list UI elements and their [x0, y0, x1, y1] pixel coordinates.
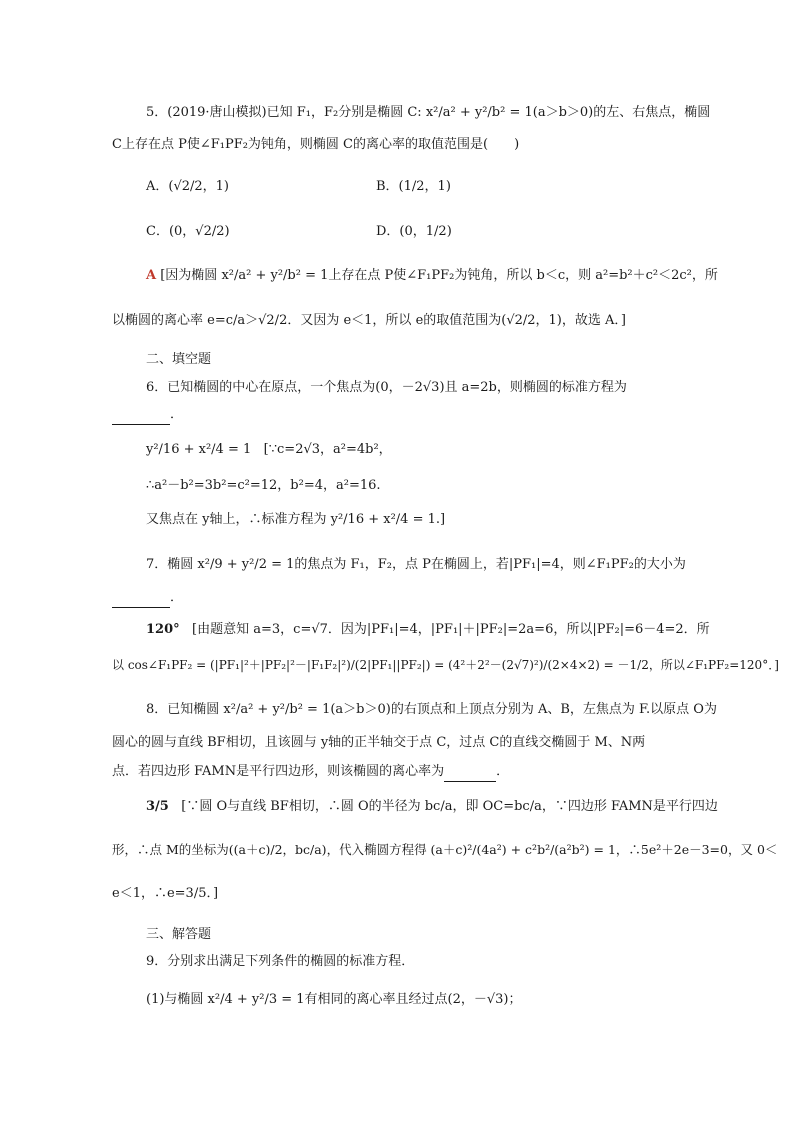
section-heading-fill-in: 二、填空题 [146, 352, 212, 367]
section-heading-solutions: 三、解答题 [146, 927, 212, 942]
q5-line2: C上存在点 P使∠F₁PF₂为钝角，则椭圆 C的离心率的取值范围是( ) [112, 137, 520, 152]
q6-answer-equation: y²/16 + x²/4 = 1 [146, 442, 252, 457]
q6-answer-line1 [146, 440, 726, 460]
q6-answer-line2: ∴a²－b²=3b²=c²=12，b²=4，a²=16. [146, 478, 381, 493]
q5-option-d: D．(0，1/2) [376, 224, 452, 239]
q6-line1: 6．已知椭圆的中心在原点，一个焦点为(0，－2√3)且 a=2b，则椭圆的标准方程为 [146, 380, 627, 395]
q7-answer-line2: 以 cos∠F₁PF₂ = (|PF₁|²＋|PF₂|²－|F₁F₂|²)/(2|PF₁||PF₂|) = (4²＋2²－(2√7)²)/(2×4×2) = －1/2，所以∠F₁PF₂=120°．] [112, 658, 779, 672]
q8-blank [444, 767, 496, 782]
q8-line3: 点．若四边形 FAMN是平行四边形，则该椭圆的离心率为 ． [112, 762, 692, 782]
q7-blank-line: ． [112, 588, 692, 608]
q5-option-a: A．(√2/2，1) [146, 179, 230, 194]
q5-line1: 5．(2019·唐山模拟)已知 F₁，F₂分别是椭圆 C: x²/a² + y²/b² = 1(a＞b＞0)的左、右焦点，椭圆 [146, 105, 711, 120]
q8-answer-line2: 形，∴点 M的坐标为((a＋c)/2，bc/a)，代入椭圆方程得 (a＋c)²/(4a²) + c²b²/(a²b²) = 1，∴5e²＋2e－3=0，又 0＜ [112, 842, 778, 857]
q7-blank [112, 593, 170, 608]
q9-line2: (1)与椭圆 x²/4 + y²/3 = 1有相同的离心率且经过点(2，－√3)； [146, 992, 522, 1007]
q8-answer-text1: [∵圆 O与直线 BF相切，∴圆 O的半径为 bc/a，即 OC=bc/a，∵四边形 FAMN是平行四边 [181, 799, 718, 814]
q6-answer-line3: 又焦点在 y轴上，∴标准方程为 y²/16 + x²/4 = 1.] [146, 512, 446, 527]
q5-option-b: B．(1/2，1) [376, 179, 451, 194]
q7-answer-value: 120° [146, 622, 180, 637]
q6-blank [112, 410, 170, 425]
q8-answer-line1 [146, 797, 726, 817]
q5-option-c: C．(0，√2/2) [146, 224, 230, 239]
q6-blank-line: ． [112, 405, 692, 425]
q8-answer-value: 3/5 [146, 799, 169, 814]
q7-answer-text1: [由题意知 a=3，c=√7．因为|PF₁|=4，|PF₁|＋|PF₂|=2a=6，所以|PF₂|=6－4=2．所 [192, 622, 710, 637]
q6-answer-rest: [∵c=2√3，a²=4b²， [263, 442, 392, 457]
q7-line1: 7．椭圆 x²/9 + y²/2 = 1的焦点为 F₁，F₂，点 P在椭圆上，若|PF₁|=4，则∠F₁PF₂的大小为 [146, 557, 686, 572]
q8-line3-text: 点．若四边形 FAMN是平行四边形，则该椭圆的离心率为 [112, 764, 445, 779]
q9-line1: 9．分别求出满足下列条件的椭圆的标准方程． [146, 954, 415, 969]
q8-line2: 圆心的圆与直线 BF相切，且该圆与 y轴的正半轴交于点 C，过点 C的直线交椭圆于 M、N两 [112, 735, 646, 750]
q5-answer-text1: [因为椭圆 x²/a² + y²/b² = 1上存在点 P使∠F₁PF₂为钝角，所以 b＜c，则 a²=b²＋c²＜2c²，所 [160, 268, 718, 283]
q8-answer-line3: e＜1，∴e=3/5．] [112, 886, 219, 901]
q5-answer-line1 [146, 266, 726, 286]
q8-line1: 8．已知椭圆 x²/a² + y²/b² = 1(a＞b＞0)的右顶点和上顶点分别为 A、B，左焦点为 F.以原点 O为 [146, 702, 717, 717]
q5-answer-letter: A [146, 268, 157, 283]
q5-answer-line2: 以椭圆的离心率 e=c/a＞√2/2．又因为 e＜1，所以 e的取值范围为(√2/2，1)，故选 A．] [112, 313, 626, 328]
q7-answer-line1 [146, 620, 726, 640]
